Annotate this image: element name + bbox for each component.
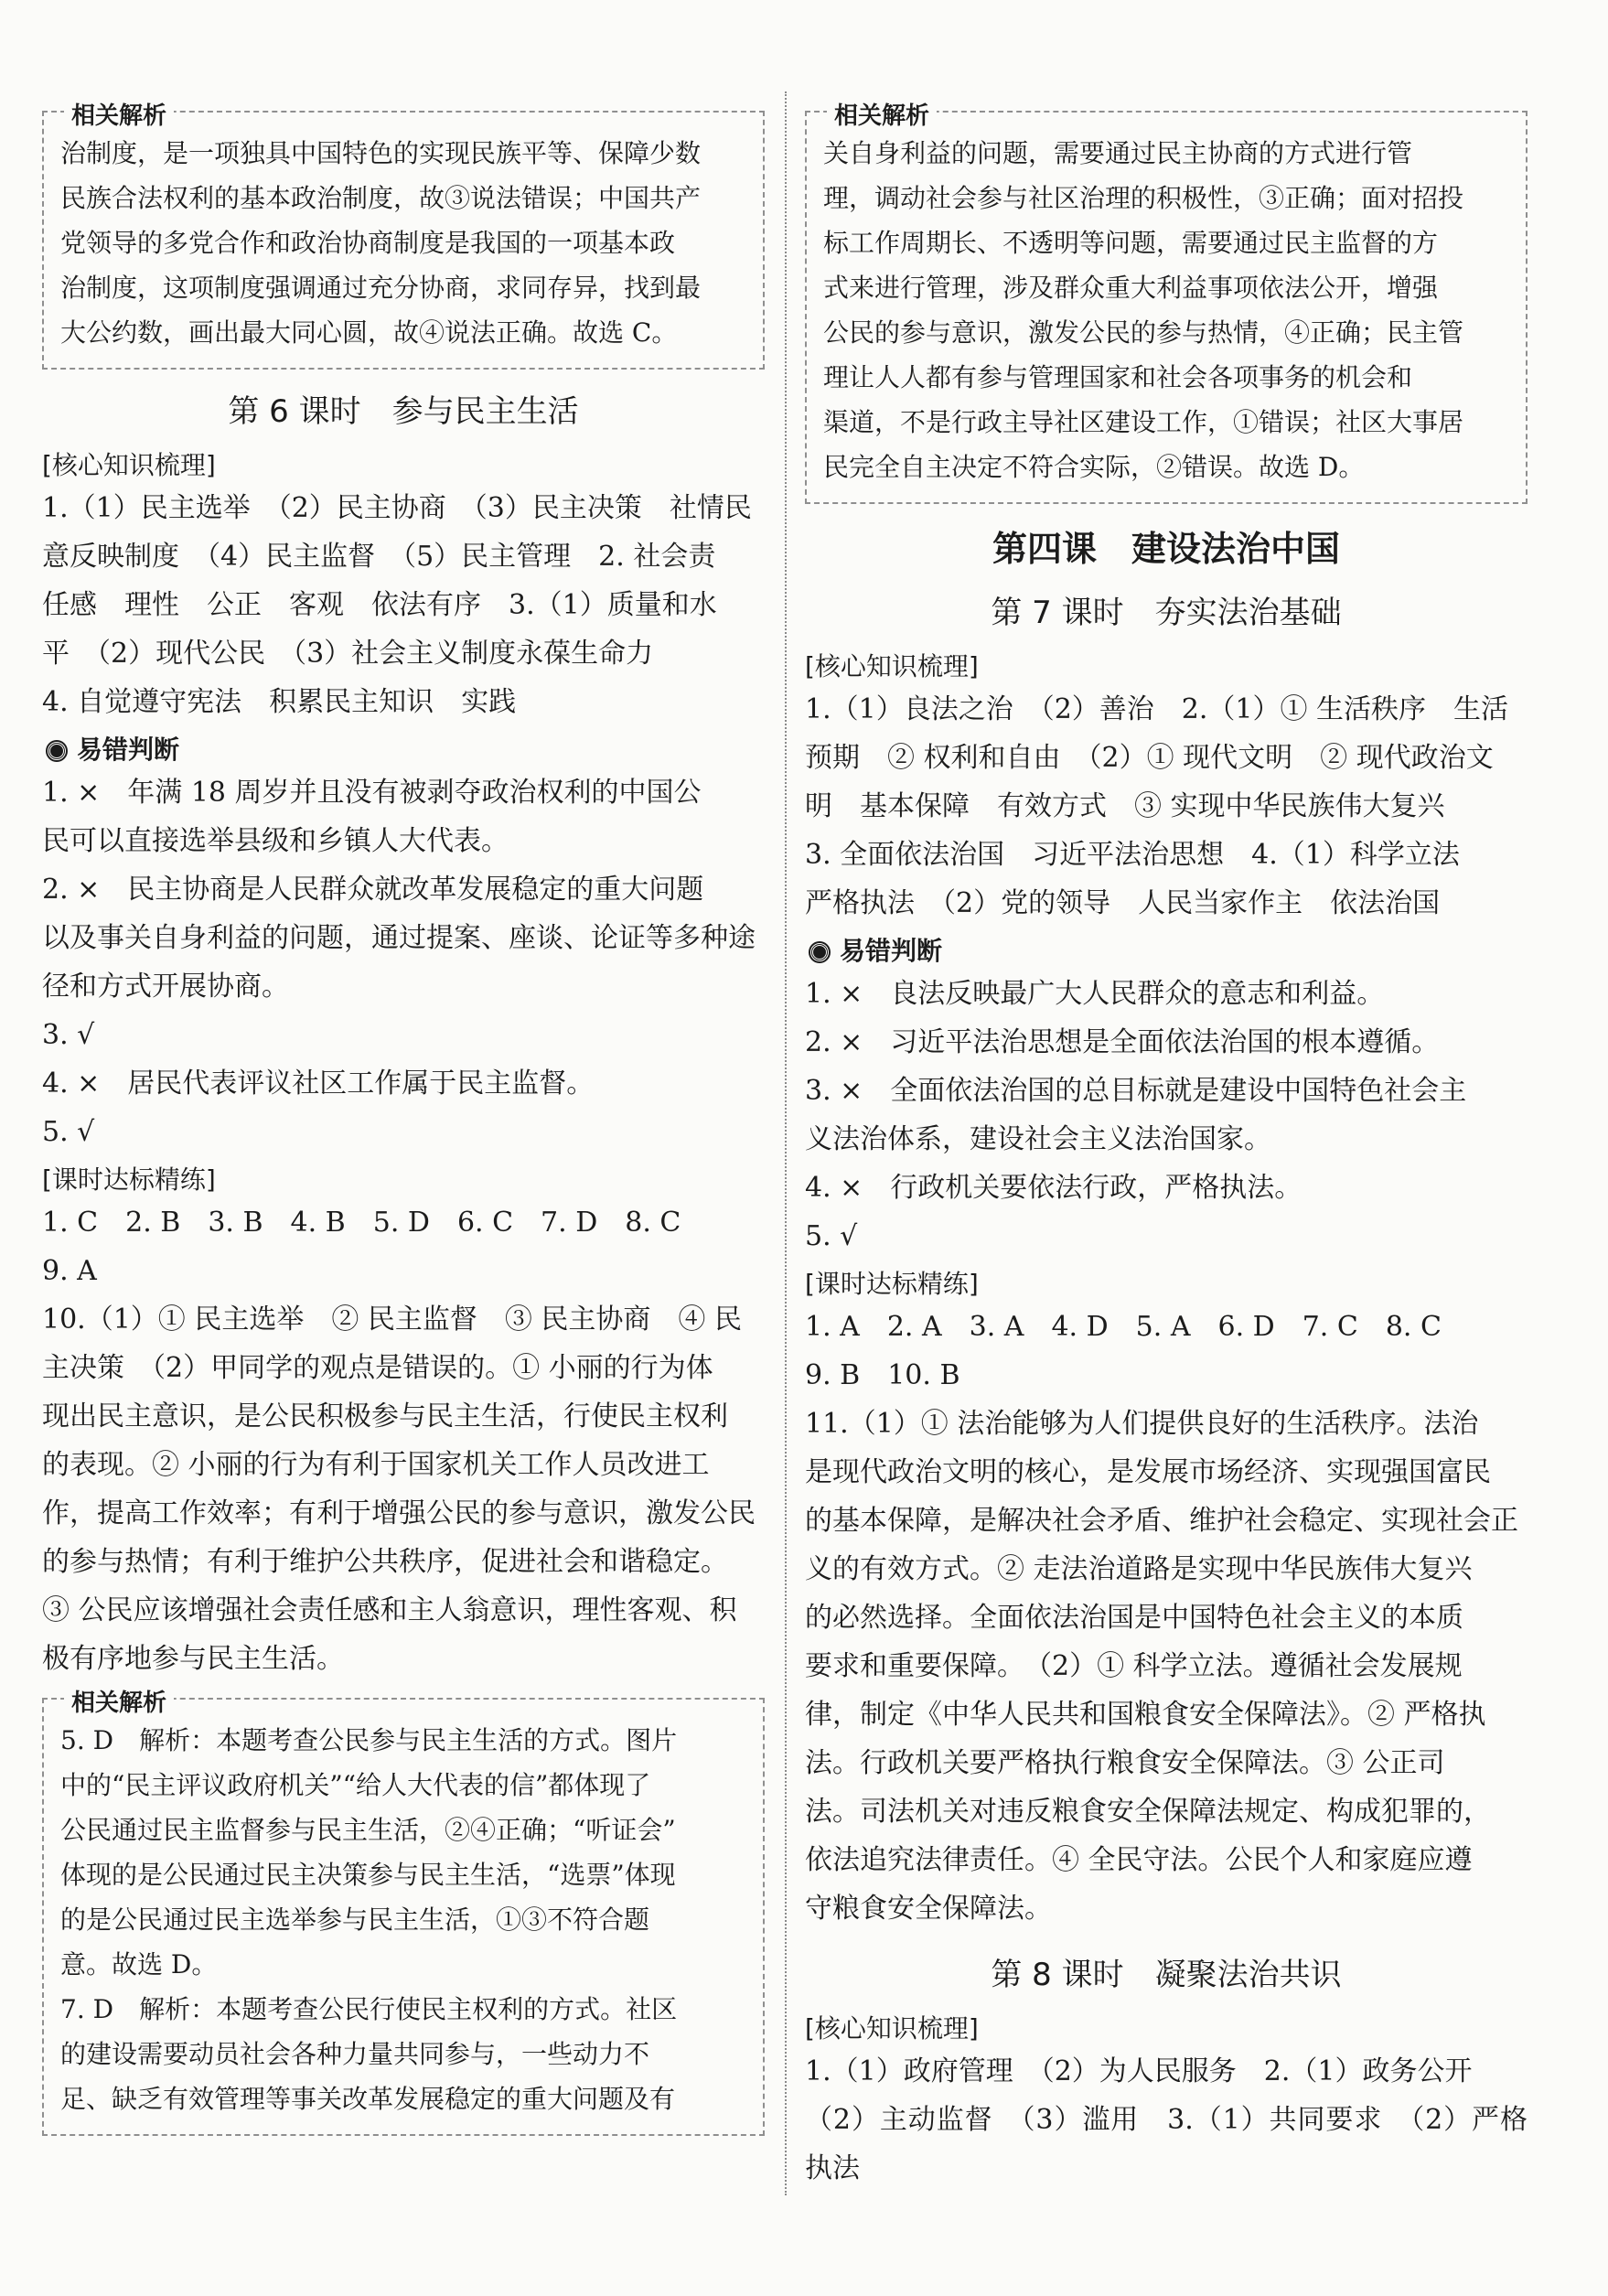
text-line: 依法追究法律责任。④ 全民守法。公民个人和家庭应遵 bbox=[805, 1844, 1473, 1876]
text-line: 是现代政治文明的核心，是发展市场经济、实现强国富民 bbox=[805, 1456, 1491, 1488]
text-line: 9. B 10. B bbox=[805, 1359, 960, 1391]
text-line: 的建设需要动员社会各种力量共同参与，一些动力不 bbox=[60, 2039, 650, 2069]
text-line: 2. × 习近平法治思想是全面依法治国的根本遵循。 bbox=[805, 1026, 1440, 1058]
text-line: （2）主动监督 （3）滥用 3.（1）共同要求 （2）严格执法 bbox=[805, 2104, 1528, 2184]
text-line: 渠道，不是行政主导社区建设工作，①错误；社区大事居 bbox=[823, 407, 1464, 437]
text-line: 3. × 全面依法治国的总目标就是建设中国特色社会主 bbox=[805, 1075, 1467, 1107]
text-line: 的必然选择。全面依法治国是中国特色社会主义的本质 bbox=[805, 1602, 1463, 1634]
column-divider bbox=[785, 91, 787, 2195]
lesson-title: 第 8 课时 凝聚法治共识 bbox=[991, 1957, 1342, 1993]
right-column bbox=[805, 96, 1528, 2193]
text-line: 的是公民通过民主选举参与民主生活，①③不符合题 bbox=[60, 1904, 650, 1935]
text-line: 9. A bbox=[42, 1255, 97, 1287]
text-line: 1. C 2. B 3. B 4. B 5. D 6. C 7. D 8. C bbox=[42, 1207, 681, 1239]
text-line: 公民通过民主监督参与民主生活，②④正确；“听证会” bbox=[60, 1815, 676, 1845]
section-heading: [课时达标精练] bbox=[42, 1164, 216, 1195]
text-line: 1.（1）良法之治 （2）善治 2.（1）① 生活秩序 生活 bbox=[805, 693, 1509, 725]
text-line: ③ 公民应该增强社会责任感和主人翁意识，理性客观、积 bbox=[42, 1594, 737, 1626]
text-line: 5. √ bbox=[42, 1116, 95, 1148]
text-line: 主决策 （2）甲同学的观点是错误的。① 小丽的行为体 bbox=[42, 1352, 713, 1384]
text-line: 的参与热情；有利于维护公共秩序，促进社会和谐稳定。 bbox=[42, 1546, 728, 1578]
lesson-title: 第 6 课时 参与民主生活 bbox=[228, 393, 579, 430]
text-line: 义法治体系，建设社会主义法治国家。 bbox=[805, 1123, 1271, 1155]
subsection-heading bbox=[42, 730, 765, 767]
text-line: 体现的是公民通过民主决策参与民主生活，“选票”体现 bbox=[60, 1860, 676, 1890]
text-line: 作，提高工作效率；有利于增强公民的参与意识，激发公民 bbox=[42, 1497, 756, 1529]
text-line: 要求和重要保障。 （2）① 科学立法。遵循社会发展规 bbox=[805, 1650, 1463, 1682]
section-heading: [课时达标精练] bbox=[805, 1269, 979, 1299]
subsection-heading bbox=[805, 931, 1528, 968]
text-line: 现出民主意识，是公民积极参与民主生活，行使民主权利 bbox=[42, 1400, 728, 1432]
text-line: 11.（1）① 法治能够为人们提供良好的生活秩序。法治 bbox=[805, 1408, 1479, 1440]
analysis-label: 相关解析 bbox=[64, 97, 174, 131]
text-line: 以及事关自身利益的问题，通过提案、座谈、论证等多种途 bbox=[42, 922, 756, 954]
text-line: 1. A 2. A 3. A 4. D 5. A 6. D 7. C 8. C bbox=[805, 1311, 1442, 1343]
text-line: 3. 全面依法治国 习近平法治思想 4.（1）科学立法 bbox=[805, 839, 1460, 871]
analysis-label: 相关解析 bbox=[827, 97, 937, 131]
text-line: 明 基本保障 有效方式 ③ 实现中华民族伟大复兴 bbox=[805, 790, 1445, 822]
subsection-label: 易错判断 bbox=[77, 735, 180, 765]
analysis-box bbox=[42, 1690, 765, 2136]
text-line: 3. √ bbox=[42, 1019, 95, 1051]
text-line: 党领导的多党合作和政治协商制度是我国的一项基本政 bbox=[60, 228, 676, 258]
text-line: 法。行政机关要严格执行粮食安全保障法。③ 公正司 bbox=[805, 1747, 1445, 1779]
text-line: 理，调动社会参与社区治理的积极性，③正确；面对招投 bbox=[823, 183, 1464, 213]
analysis-box bbox=[42, 102, 765, 370]
text-line: 5. D 解析：本题考查公民参与民主生活的方式。图片 bbox=[60, 1725, 678, 1755]
text-line: 的表现。② 小丽的行为有利于国家机关工作人员改进工 bbox=[42, 1449, 710, 1481]
text-line: 意。故选 D。 bbox=[60, 1949, 218, 1979]
text-line: 公民的参与意识，激发公民的参与热情，④正确；民主管 bbox=[823, 317, 1464, 348]
text-line: 任感 理性 公正 客观 依法有序 3.（1）质量和水 bbox=[42, 589, 717, 621]
text-line: 治制度，这项制度强调通过充分协商，求同存异，找到最 bbox=[60, 273, 702, 303]
text-line: 7. D 解析：本题考查公民行使民主权利的方式。社区 bbox=[60, 1994, 678, 2024]
section-heading: [核心知识梳理] bbox=[805, 651, 979, 681]
text-line: 极有序地参与民主生活。 bbox=[42, 1643, 344, 1675]
text-line: 10.（1）① 民主选举 ② 民主监督 ③ 民主协商 ④ 民 bbox=[42, 1304, 742, 1336]
text-line: 5. √ bbox=[805, 1220, 858, 1252]
text-line: 预期 ② 权利和自由 （2）① 现代文明 ② 现代政治文 bbox=[805, 742, 1494, 774]
text-line: 理让人人都有参与管理国家和社会各项事务的机会和 bbox=[823, 362, 1413, 392]
lesson-title: 第 7 课时 夯实法治基础 bbox=[991, 595, 1342, 631]
text-line: 守粮食安全保障法。 bbox=[805, 1893, 1052, 1925]
text-line: 1.（1）政府管理 （2）为人民服务 2.（1）政务公开 bbox=[805, 2055, 1473, 2087]
text-line: 民族合法权利的基本政治制度，故③说法错误；中国共产 bbox=[60, 183, 702, 213]
text-line: 径和方式开展协商。 bbox=[42, 971, 289, 1003]
text-line: 民完全自主决定不符合实际，②错误。故选 D。 bbox=[823, 452, 1365, 482]
text-line: 法。司法机关对违反粮食安全保障法规定、构成犯罪的， bbox=[805, 1796, 1491, 1828]
text-line: 4. × 行政机关要依法行政，严格执法。 bbox=[805, 1172, 1302, 1204]
text-line: 4. × 居民代表评议社区工作属于民主监督。 bbox=[42, 1068, 595, 1100]
text-line: 民可以直接选举县级和乡镇人大代表。 bbox=[42, 825, 509, 857]
text-line: 关自身利益的问题，需要通过民主协商的方式进行管 bbox=[823, 138, 1413, 168]
section-heading: [核心知识梳理] bbox=[805, 2013, 979, 2044]
text-line: 严格执法 （2）党的领导 人民当家作主 依法治国 bbox=[805, 887, 1441, 919]
text-line: 标工作周期长、不透明等问题，需要通过民主监督的方 bbox=[823, 228, 1439, 258]
text-line: 式来进行管理，涉及群众重大利益事项依法公开，增强 bbox=[823, 273, 1439, 303]
text-line: 律，制定《中华人民共和国粮食安全保障法》。② 严格执 bbox=[805, 1699, 1486, 1731]
text-line: 治制度，是一项独具中国特色的实现民族平等、保障少数 bbox=[60, 138, 702, 168]
text-line: 义的有效方式。② 走法治道路是实现中华民族伟大复兴 bbox=[805, 1553, 1473, 1585]
text-line: 足、缺乏有效管理等事关改革发展稳定的重大问题及有 bbox=[60, 2084, 676, 2114]
text-line: 1. × 良法反映最广大人民群众的意志和利益。 bbox=[805, 978, 1385, 1010]
text-line: 意反映制度 （4）民主监督 （5）民主管理 2. 社会责 bbox=[42, 541, 716, 573]
analysis-label: 相关解析 bbox=[64, 1684, 174, 1718]
bullet-icon bbox=[48, 742, 66, 760]
bullet-icon bbox=[810, 943, 829, 961]
text-line: 1. × 年满 18 周岁并且没有被剥夺政治权利的中国公 bbox=[42, 777, 702, 809]
chapter-title: 第四课 建设法治中国 bbox=[992, 529, 1340, 569]
text-line: 中的“民主评议政府机关”“给人大代表的信”都体现了 bbox=[60, 1770, 651, 1800]
text-line: 4. 自觉遵守宪法 积累民主知识 实践 bbox=[42, 686, 517, 718]
subsection-label: 易错判断 bbox=[840, 936, 943, 966]
analysis-box bbox=[805, 102, 1528, 504]
text-line: 1.（1）民主选举 （2）民主协商 （3）民主决策 社情民 bbox=[42, 492, 752, 524]
text-line: 平 （2）现代公民 （3）社会主义制度永葆生命力 bbox=[42, 638, 654, 670]
section-heading: [核心知识梳理] bbox=[42, 450, 216, 480]
text-line: 大公约数，画出最大同心圆，故④说法正确。故选 C。 bbox=[60, 317, 678, 348]
text-line: 的基本保障，是解决社会矛盾、维护社会稳定、实现社会正 bbox=[805, 1505, 1518, 1537]
left-column bbox=[42, 96, 765, 2152]
text-line: 2. × 民主协商是人民群众就改革发展稳定的重大问题 bbox=[42, 874, 704, 906]
